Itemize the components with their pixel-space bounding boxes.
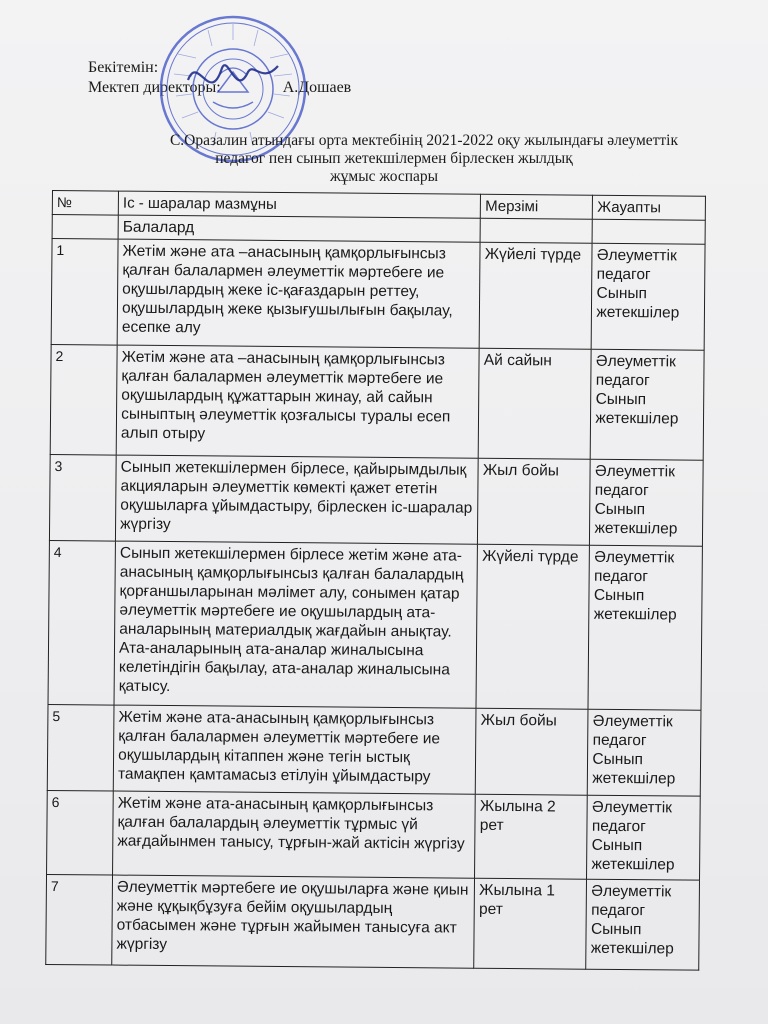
director-name: А.Дошаев — [282, 79, 352, 96]
table-row — [50, 344, 704, 460]
row-number: 5 — [47, 704, 114, 791]
director-label: Мектеп директоры: — [88, 79, 221, 96]
document-title — [0, 132, 768, 186]
header-responsible: Жауапты — [593, 195, 706, 220]
row-number: 6 — [47, 790, 114, 875]
row-number: 4 — [48, 540, 116, 705]
approval-line: Бекітемін: — [88, 59, 159, 76]
row-responsible: Әлеуметтік педагог Сынып жетекшілер — [591, 349, 705, 460]
section-label: Балалард — [118, 215, 480, 242]
title-line-1: С.Оразалин атындағы орта мектебінің 2021-2022 оқу жылындағы әлеуметтік — [169, 132, 679, 149]
row-activity: Жетім және ата –анасының қамқорлығынсыз қалған балалармен әлеуметтік мәртебеге ие оқушылардың құжаттарын жинау, ай сайын сыныптың әлеуметтік қозғалысы туралы есеп алып отыру — [116, 345, 479, 458]
row-term: Жылына 1 рет — [474, 878, 587, 969]
title-line-2: педагог пен сынып жетекшілермен бірлескен жылдық — [215, 150, 573, 167]
table-row — [48, 540, 702, 710]
row-number: 3 — [49, 454, 116, 541]
row-responsible: Әлеуметтік педагог Сынып жетекшілер — [590, 459, 703, 546]
row-term: Жүйелі түрде — [479, 242, 592, 349]
table-row — [46, 874, 700, 970]
header-term: Мерзімі — [481, 194, 593, 219]
table-row — [49, 454, 703, 546]
row-activity: Сынып жетекшілермен бірлесе жетім және ата-анасының қамқорлығынсыз қалған балалардың қорғаншыларынан мәлімет алу, сонымен қатар әлеуметтік мәртебеге ие оқушылардың ата-аналарының материалдық жағдайын анықтау. Ата-аналарының ата-аналар жиналысына келетіндігін бақылау, ата-аналар жиналысына қатысу. — [114, 541, 478, 708]
row-number: 7 — [46, 874, 113, 965]
title-line-3: жұмыс жоспары — [329, 168, 439, 185]
row-activity: Жетім және ата-анасының қамқорлығынсыз қалған балалардың әлеуметтік тұрмыс үй жағдайынмен танысу, тұрғын-жай актісін жүргізу — [113, 791, 476, 878]
row-term: Жылына 2 рет — [475, 794, 588, 879]
header-number: № — [52, 191, 118, 216]
row-term: Жыл бойы — [476, 708, 589, 795]
row-responsible: Әлеуметтік педагог Сынып жетекшілер — [588, 545, 702, 710]
row-activity: Әлеуметтік мәртебеге ие оқушыларға және қиын және құқықбұзуға бейім оқушылардың отбасымен және тұрғын жайымен танысуға акт жүргізу — [112, 875, 475, 968]
row-responsible: Әлеуметтік педагог Сынып жетекшілер — [586, 879, 699, 970]
header-activity: Іс - шаралар мазмұны — [118, 191, 480, 218]
row-number: 1 — [51, 239, 118, 346]
row-number: 2 — [50, 344, 117, 455]
row-responsible: Әлеуметтік педагог Сынып жетекшілер — [592, 243, 705, 350]
row-activity: Сынып жетекшілермен бірлесе, қайырымдылық акцияларын әлеуметтік көмекті қажет ететін оқушыларға ұйымдастыру, бірлескен іс-шаралар жүргізу — [116, 455, 479, 544]
row-activity: Жетім және ата-анасының қамқорлығынсыз қалған балалармен әлеуметтік мәртебеге ие оқушылардың кітаппен және тегін ыстық тамақпен қамтамасыз етілуін ұйымдастыру — [113, 705, 476, 794]
row-responsible: Әлеуметтік педагог Сынып жетекшілер — [588, 709, 701, 796]
row-term: Жүйелі түрде — [476, 544, 590, 709]
table-row — [47, 790, 701, 880]
row-term: Жыл бойы — [478, 458, 591, 545]
work-plan-table — [45, 190, 706, 971]
row-activity: Жетім және ата –анасының қамқорлығынсыз қалған балалармен әлеуметтік мәртебеге ие оқушылардың жеке іс-қағаздарын реттеу, оқушылардың жеке қызығушылығын бақылау, есепке алу — [117, 239, 480, 348]
table-row — [47, 704, 701, 796]
row-responsible: Әлеуметтік педагог Сынып жетекшілер — [587, 795, 700, 880]
row-term: Ай сайын — [478, 348, 591, 459]
table-row — [51, 239, 705, 351]
